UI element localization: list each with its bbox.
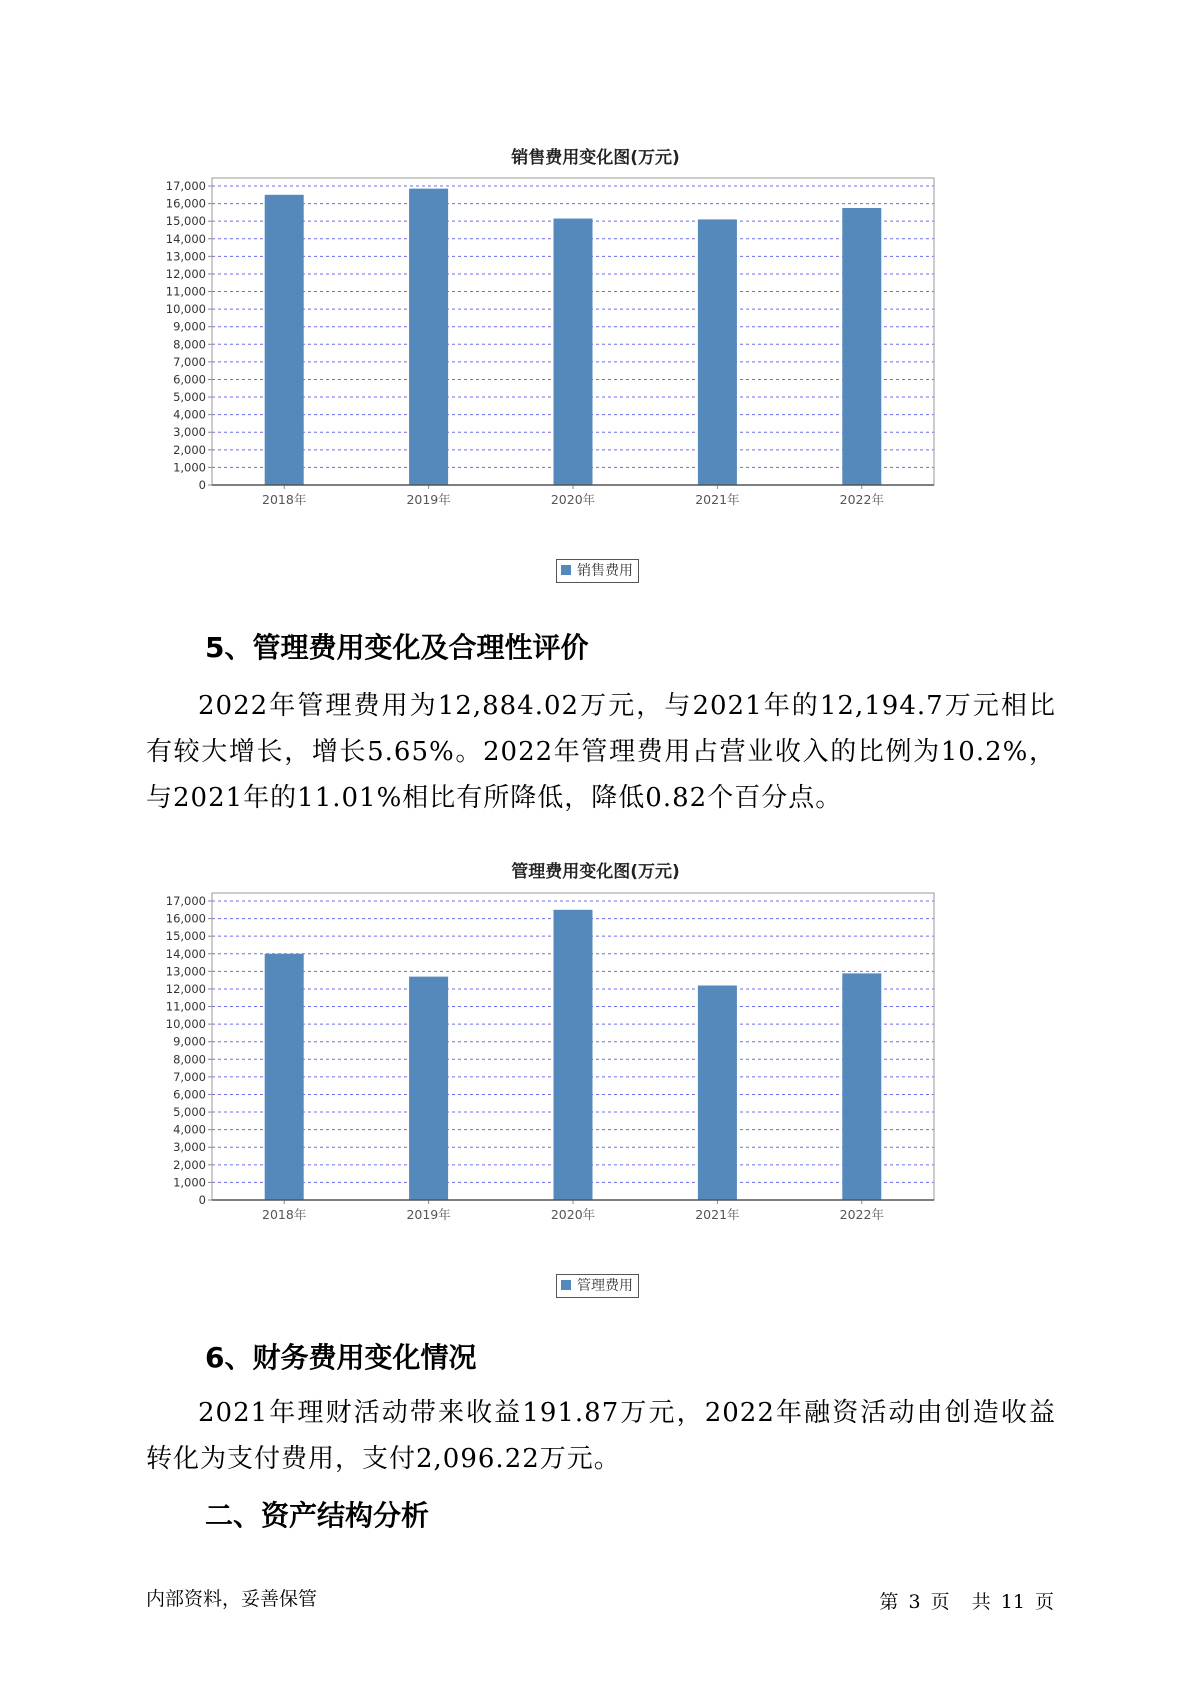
- y-tick-label: 3,000: [173, 1140, 206, 1155]
- y-tick-label: 13,000: [165, 249, 206, 264]
- x-tick-label: 2020年: [550, 492, 596, 507]
- bar: [698, 219, 737, 485]
- y-tick-label: 11,000: [165, 999, 206, 1014]
- y-tick-label: 12,000: [165, 981, 206, 996]
- y-tick-label: 5,000: [173, 390, 206, 405]
- admin-expense-chart: [150, 885, 1030, 1225]
- y-tick-label: 1,000: [173, 1175, 206, 1190]
- x-tick-label: 2018年: [262, 492, 307, 507]
- footer-page-info: [877, 1587, 1056, 1614]
- y-tick-label: 4,000: [173, 407, 206, 422]
- y-tick-label: 11,000: [165, 284, 206, 299]
- page-word: 页: [930, 1591, 950, 1613]
- y-tick-label: 8,000: [173, 1052, 206, 1067]
- page-prefix: 第: [879, 1591, 899, 1613]
- bar: [554, 910, 593, 1200]
- x-tick-label: 2022年: [839, 1207, 884, 1222]
- y-tick-label: 9,000: [173, 1034, 206, 1049]
- y-tick-label: 5,000: [173, 1105, 206, 1120]
- y-tick-label: 15,000: [165, 214, 206, 229]
- section-5-heading: 5、管理费用变化及合理性评价: [205, 631, 589, 664]
- footer-confidential-note: 内部资料，妥善保管: [146, 1588, 318, 1610]
- y-tick-label: 2,000: [173, 1157, 206, 1172]
- y-tick-label: 4,000: [173, 1122, 206, 1137]
- x-tick-label: 2022年: [839, 492, 884, 507]
- y-tick-label: 9,000: [173, 319, 206, 334]
- y-tick-label: 10,000: [165, 1017, 206, 1032]
- x-tick-label: 2021年: [695, 1207, 740, 1222]
- part-2-heading: 二、资产结构分析: [205, 1499, 430, 1532]
- y-tick-label: 0: [198, 1193, 206, 1207]
- y-tick-label: 7,000: [173, 1069, 206, 1084]
- y-tick-label: 2,000: [173, 442, 206, 457]
- x-tick-label: 2019年: [406, 1207, 451, 1222]
- selling-expense-chart: [150, 170, 1030, 510]
- y-tick-label: 6,000: [173, 372, 206, 387]
- y-tick-label: 14,000: [165, 946, 206, 961]
- chart-title-selling: 销售费用变化图(万元): [511, 148, 680, 168]
- y-tick-label: 10,000: [165, 302, 206, 317]
- bar: [409, 189, 448, 485]
- legend-swatch: [561, 1280, 571, 1290]
- y-tick-label: 0: [198, 478, 206, 492]
- y-tick-label: 15,000: [165, 929, 206, 944]
- y-tick-label: 8,000: [173, 337, 206, 352]
- section-6-paragraph: 2021年理财活动带来收益191.87万元，2022年融资活动由创造收益转化为支付费用，支付2,096.22万元。: [146, 1398, 1056, 1474]
- y-tick-label: 17,000: [165, 179, 206, 193]
- section-6-heading: 6、财务费用变化情况: [205, 1341, 477, 1374]
- x-tick-label: 2019年: [406, 492, 451, 507]
- bar: [842, 973, 881, 1200]
- bar: [265, 954, 304, 1200]
- x-tick-label: 2020年: [550, 1207, 596, 1222]
- y-tick-label: 16,000: [165, 196, 206, 211]
- total-suffix: 页: [1034, 1591, 1054, 1613]
- total-pages: 11: [1000, 1591, 1025, 1613]
- y-tick-label: 1,000: [173, 460, 206, 475]
- legend-label: 销售费用: [577, 563, 633, 579]
- y-tick-label: 14,000: [165, 231, 206, 246]
- bar: [265, 195, 304, 485]
- x-tick-label: 2021年: [695, 492, 740, 507]
- y-tick-label: 17,000: [165, 894, 206, 908]
- bar: [554, 219, 593, 485]
- y-tick-label: 16,000: [165, 911, 206, 926]
- page-number: 3: [908, 1591, 921, 1613]
- y-tick-label: 12,000: [165, 266, 206, 281]
- y-tick-label: 7,000: [173, 354, 206, 369]
- y-tick-label: 3,000: [173, 425, 206, 440]
- chart-legend-selling: [556, 559, 639, 583]
- legend-label: 管理费用: [577, 1278, 633, 1294]
- x-tick-label: 2018年: [262, 1207, 307, 1222]
- chart-legend-admin: [556, 1274, 639, 1298]
- chart-title-admin: 管理费用变化图(万元): [511, 862, 680, 882]
- legend-swatch: [561, 565, 571, 575]
- bar: [698, 986, 737, 1200]
- y-tick-label: 13,000: [165, 964, 206, 979]
- y-tick-label: 6,000: [173, 1087, 206, 1102]
- bar: [409, 977, 448, 1200]
- total-prefix: 共: [971, 1591, 991, 1613]
- section-5-paragraph: 2022年管理费用为12,884.02万元，与2021年的12,194.7万元相比有较大增长，增长5.65%。2022年管理费用占营业收入的比例为10.2%，与2021年的11.01%相比有所降低，降低0.82个百分点。: [146, 691, 1056, 813]
- bar: [842, 208, 881, 485]
